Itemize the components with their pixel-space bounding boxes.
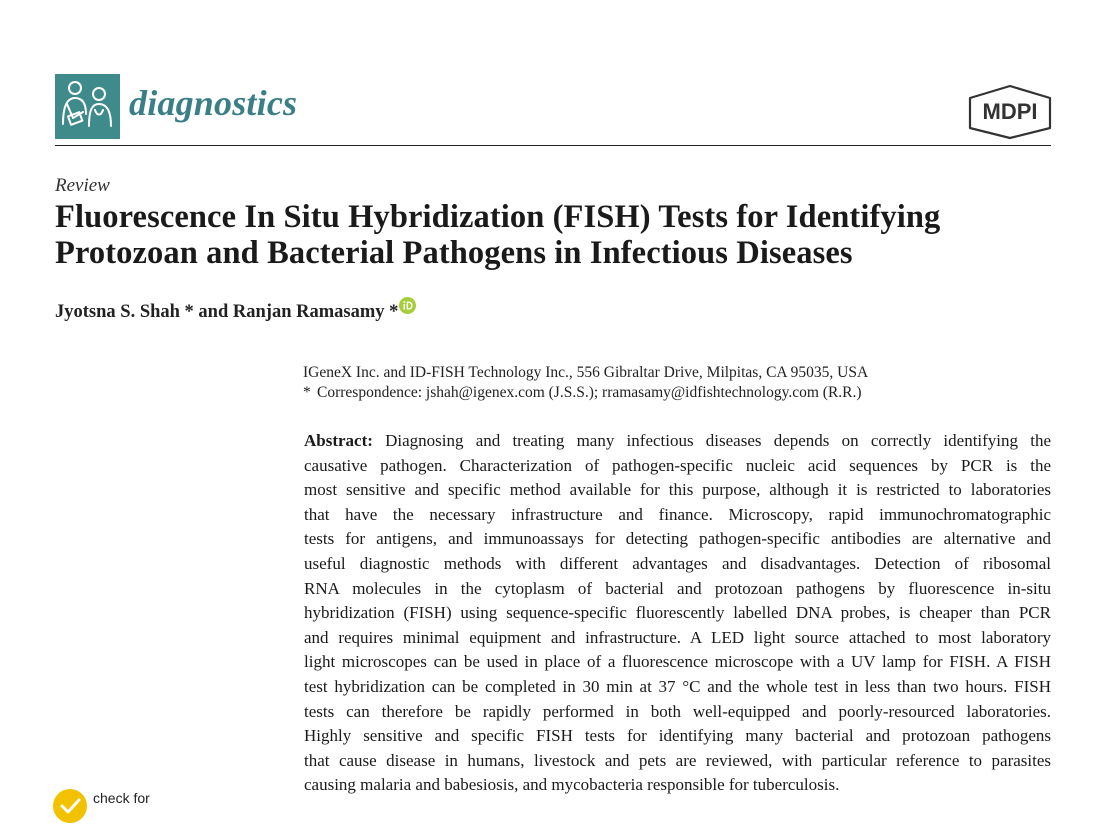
abstract-line: most sensitive and specific method available for this purpose, although it is restricted to laboratories [304, 480, 1051, 500]
abstract-line: and requires minimal equipment and infrastructure. A LED light source attached to most laboratory [304, 627, 1051, 647]
abstract-line: tests can therefore be rapidly performed in both well-equipped and poorly-resourced laboratories. [304, 701, 1051, 721]
correspondence-marker: * [303, 384, 311, 401]
abstract-line: that cause disease in humans, livestock and pets are reviewed, with particular reference to parasites [304, 750, 1051, 770]
check-for-updates-link[interactable]: check for [93, 790, 150, 806]
correspondence-text: Correspondence: jshah@igenex.com (J.S.S.); rramasamy@idfishtechnology.com (R.R.) [317, 384, 862, 401]
article-type: Review [55, 175, 110, 196]
abstract-line-text: Diagnosing and treating many infectious diseases depends on correctly identifying the [372, 431, 1051, 450]
abstract-line: Highly sensitive and specific FISH tests for identifying many bacterial and protozoan pathogens [304, 726, 1051, 746]
orcid-icon[interactable] [399, 297, 416, 314]
title-line: Fluorescence In Situ Hybridization (FISH) Tests for Identifying [55, 199, 941, 235]
title-line: Protozoan and Bacterial Pathogens in Infectious Diseases [55, 235, 853, 271]
author-list [55, 297, 416, 323]
abstract-line: RNA molecules in the cytoplasm of bacterial and protozoan pathogens by fluorescence in-situ [304, 578, 1051, 598]
affiliation-line: IGeneX Inc. and ID-FISH Technology Inc., 556 Gibraltar Drive, Milpitas, CA 95035, USA [303, 364, 869, 381]
journal-name: diagnostics [129, 83, 298, 123]
doctor-patient-icon [55, 74, 120, 139]
abstract-line: causing malaria and babesiosis, and mycobacteria responsible for tuberculosis. [304, 775, 840, 795]
check-for-updates-icon[interactable] [52, 788, 88, 824]
article-title [55, 199, 1065, 271]
abstract-line: that have the necessary infrastructure and finance. Microscopy, rapid immunochromatographic [304, 504, 1051, 524]
abstract-line: light microscopes can be used in place of a fluorescence microscope with a UV lamp for FISH. A FISH [304, 652, 1051, 672]
abstract-label: Abstract: [304, 431, 373, 450]
authors-text: Jyotsna S. Shah * and Ranjan Ramasamy * [55, 302, 399, 322]
abstract-line: test hybridization can be completed in 30 min at 37 °C and the whole test in less than two hours. FISH [304, 676, 1051, 696]
header-divider [55, 145, 1051, 146]
mdpi-logo-text: MDPI [982, 99, 1038, 124]
abstract-line: tests for antigens, and immunoassays for detecting pathogen-specific antibodies are alternative and [304, 529, 1051, 549]
abstract-line [304, 429, 1051, 454]
abstract-line: useful diagnostic methods with different advantages and disadvantages. Detection of ribosomal [304, 553, 1051, 573]
correspondence-line [303, 383, 1063, 403]
journal-logo [55, 74, 120, 139]
abstract [304, 429, 1051, 798]
abstract-line: causative pathogen. Characterization of pathogen-specific nucleic acid sequences by PCR is the [304, 455, 1051, 475]
abstract-line: hybridization (FISH) using sequence-specific fluorescently labelled DNA probes, is cheaper than PCR [304, 603, 1051, 623]
affiliations [303, 363, 1063, 403]
mdpi-logo [966, 84, 1054, 140]
